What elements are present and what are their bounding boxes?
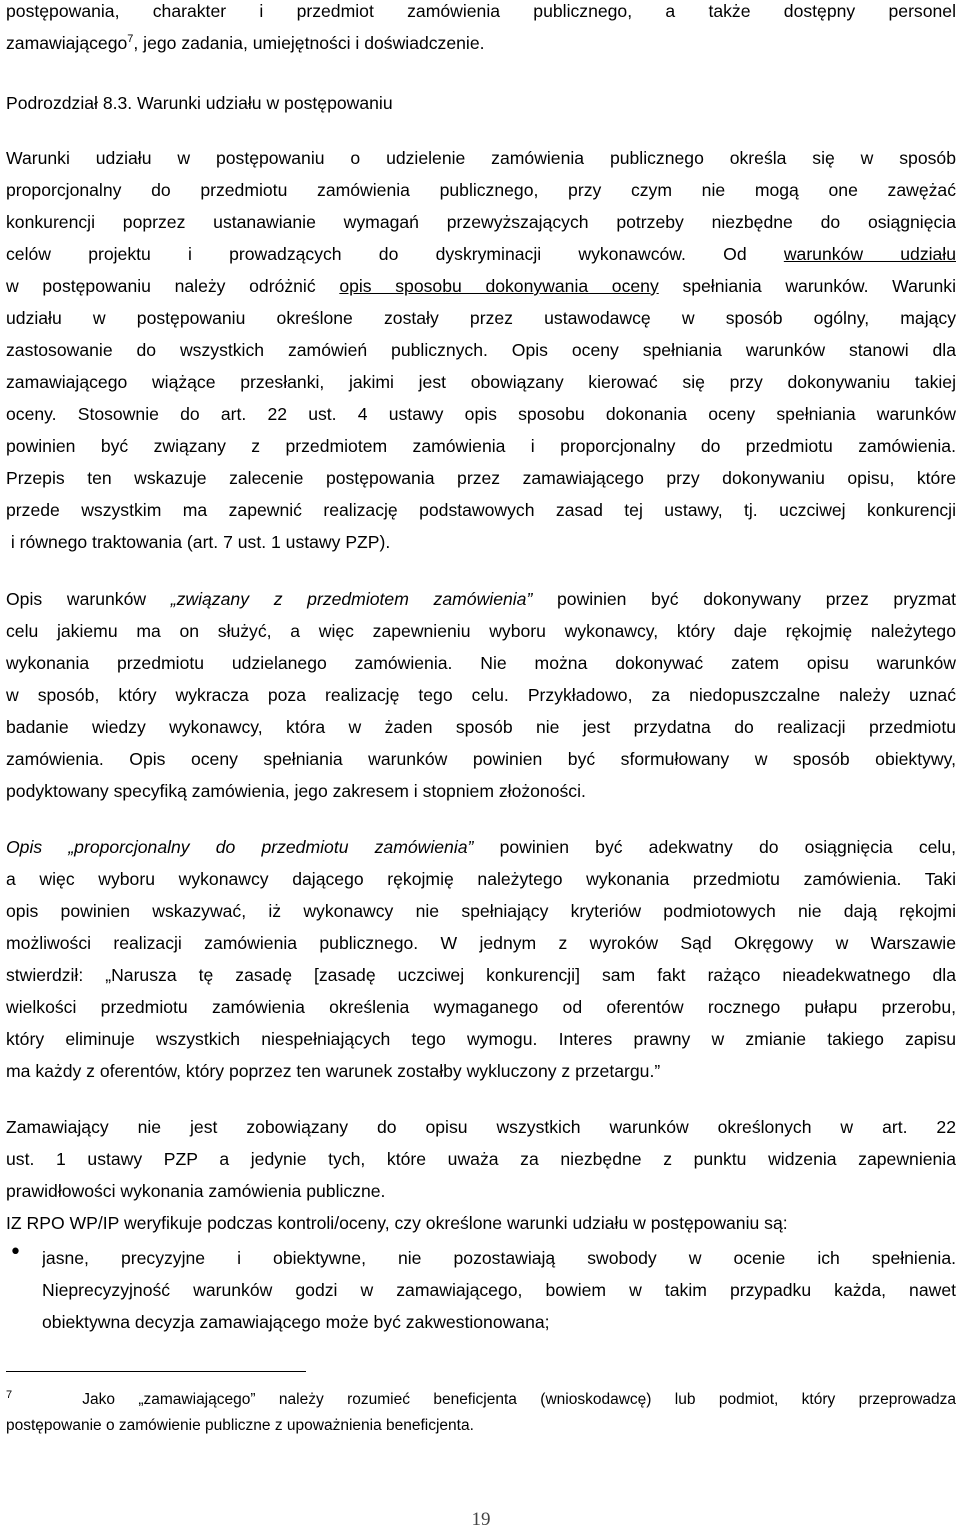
text: w postępowaniu należy odróżnić [6, 276, 316, 296]
footnote-number: 7 [6, 1388, 13, 1401]
body-line: w sposób, który wykracza poza realizację tego celu. Przykładowo, za niedopuszczalne należy uznać [6, 685, 956, 705]
body-line: prawidłowości wykonania zamówienia publiczne. [6, 1181, 386, 1201]
body-line: stwierdził: „Narusza tę zasadę [zasadę uczciwej konkurencji] sam fakt rażąco nieadekwatnego dla [6, 965, 956, 985]
body-line: opis powinien wskazywać, iż wykonawcy nie spełniający kryteriów podmiotowych nie dają rękojmi [6, 901, 956, 921]
body-line: powinien być związany z przedmiotem zamówienia i proporcjonalny do przedmiotu zamówienia. [6, 436, 956, 456]
list-item-line: Nieprecyzyjność warunków godzi w zamawiającego, bowiem w takim przypadku każda, nawet [42, 1280, 956, 1300]
body-line: i równego traktowania (art. 7 ust. 1 ustawy PZP). [6, 532, 391, 552]
body-line: badanie wiedzy wykonawcy, która w żaden sposób nie jest przydatna do realizacji przedmiotu [6, 717, 956, 737]
text: postępowania, charakter i przedmiot zamówienia publicznego, a także dostępny personel [6, 1, 956, 21]
text: Jako „zamawiającego” należy rozumieć beneficjenta (wnioskodawcę) lub podmiot, który przeprowadza [82, 1391, 956, 1408]
body-line: Warunki udziału w postępowaniu o udzielenie zamówienia publicznego określa się w sposób [6, 148, 956, 168]
body-line: konkurencji poprzez ustanawianie wymagań przewyższających potrzeby niezbędne do osiągnięcia [6, 212, 956, 232]
body-line: zamówienia. Opis oceny spełniania warunków powinien być sformułowany w sposób obiektywy, [6, 749, 956, 769]
text: Opis warunków [6, 589, 147, 609]
body-line: który eliminuje wszystkich niespełniających tego wymogu. Interes prawny w zmianie takiego zapisu [6, 1029, 956, 1049]
body-line [6, 583, 956, 615]
body-line: a więc wyboru wykonawcy dającego rękojmię należytego wykonania przedmiotu zamówienia. Taki [6, 869, 956, 889]
body-line: ma każdy z oferentów, który poprzez ten warunek zostałby wykluczony z przetargu.” [6, 1061, 661, 1081]
body-line: przede wszystkim ma zapewnić realizację podstawowych zasad tej ustawy, tj. uczciwej konkurencji [6, 500, 956, 520]
body-line: Zamawiający nie jest zobowiązany do opisu wszystkich warunków określonych w art. 22 [6, 1117, 956, 1137]
body-line [6, 238, 956, 270]
underlined-text: warunków udziału [783, 244, 956, 264]
text: zamawiającego [6, 33, 128, 53]
body-line: ust. 1 ustawy PZP a jedynie tych, które uważa za niezbędne z punktu widzenia zapewnienia [6, 1149, 956, 1169]
body-line: IZ RPO WP/IP weryfikuje podczas kontroli/oceny, czy określone warunki udziału w postępowaniu są: [6, 1213, 788, 1233]
footnote-line: postępowanie o zamówienie publiczne z upoważnienia beneficjenta. [6, 1417, 474, 1434]
italic-text: Opis „proporcjonalny do przedmiotu zamówienia” [6, 837, 474, 857]
body-line: proporcjonalny do przedmiotu zamówienia publicznego, przy czym nie mogą one zawężać [6, 180, 956, 200]
body-line: możliwości realizacji zamówienia publicznego. W jednym z wyroków Sąd Okręgowy w Warszawie [6, 933, 956, 953]
underlined-text: opis sposobu dokonywania oceny [339, 276, 659, 296]
body-line [6, 831, 956, 863]
text: powinien być adekwatny do osiągnięcia celu, [499, 837, 956, 857]
text: spełniania warunków. Warunki [682, 276, 956, 296]
body-line: zastosowanie do wszystkich zamówień publicznych. Opis oceny spełniania warunków stanowi dla [6, 340, 956, 360]
body-line: wykonania przedmiotu udzielanego zamówienia. Nie można dokonywać zatem opisu warunków [6, 653, 956, 673]
list-item-line: obiektywna decyzja zamawiającego może być zakwestionowana; [42, 1312, 550, 1332]
list-item-line: jasne, precyzyjne i obiektywne, nie pozostawiają swobody w ocenie ich spełnienia. [42, 1248, 956, 1268]
body-line: udziału w postępowaniu określone zostały przez ustawodawcę w sposób ogólny, mający [6, 308, 956, 328]
page-number: 19 [471, 1509, 491, 1530]
body-line [6, 270, 956, 302]
text: powinien być dokonywany przez pryzmat [557, 589, 956, 609]
body-line: celu jakiemu ma on służyć, a więc zapewnieniu wyboru wykonawcy, który daje rękojmię należytego [6, 621, 956, 641]
body-line [6, 27, 485, 59]
body-line [6, 0, 956, 27]
text: celów projektu i prowadzących do dyskryminacji wykonawców. Od [6, 244, 747, 264]
body-line: Przepis ten wskazuje zalecenie postępowania przez zamawiającego przy dokonywaniu opisu, które [6, 468, 956, 488]
body-line: oceny. Stosownie do art. 22 ust. 4 ustawy opis sposobu dokonania oceny spełniania warunków [6, 404, 956, 424]
body-line: podyktowany specyfiką zamówienia, jego zakresem i stopniem złożoności. [6, 781, 586, 801]
bullet-icon: • [9, 1240, 22, 1265]
body-line: zamawiającego wiążące przesłanki, jakimi jest obowiązany kierować się przy dokonywaniu takiej [6, 372, 956, 392]
text: , jego zadania, umiejętności i doświadczenie. [133, 33, 485, 53]
footnote-reference[interactable]: 7 [127, 33, 134, 46]
body-line: wielkości przedmiotu zamówienia określenia wymaganego od oferentów rocznego pułapu przerobu, [6, 997, 956, 1017]
footnote-separator [6, 1371, 306, 1372]
section-heading: Podrozdział 8.3. Warunki udziału w postępowaniu [6, 93, 393, 113]
italic-text: „związany z przedmiotem zamówienia” [170, 589, 533, 609]
